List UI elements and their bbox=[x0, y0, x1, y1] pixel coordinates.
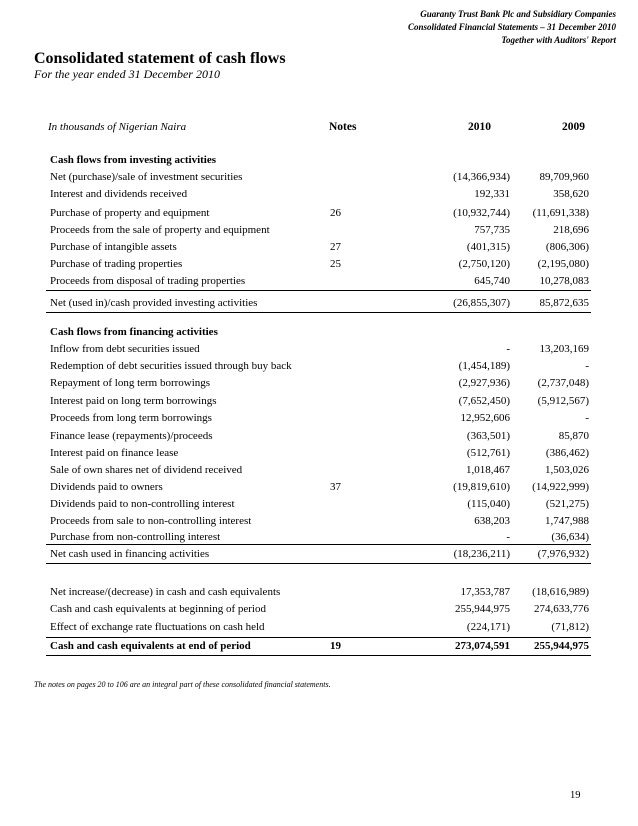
page-number: 19 bbox=[570, 790, 581, 801]
value-2010: (224,171) bbox=[466, 621, 510, 633]
row-label: Proceeds from the sale of property and equipment bbox=[50, 224, 270, 236]
row-label: Repayment of long term borrowings bbox=[50, 377, 211, 389]
rule-below-closing-total bbox=[46, 655, 591, 656]
row-label: Net (purchase)/sale of investment securities bbox=[50, 171, 243, 183]
table-row bbox=[46, 513, 591, 529]
row-label: Net (used in)/cash provided investing activities bbox=[50, 297, 258, 309]
table-row bbox=[46, 445, 591, 461]
value-2010: 638,203 bbox=[474, 515, 510, 527]
table-row bbox=[46, 393, 591, 409]
table-row bbox=[46, 256, 591, 272]
value-2009: 89,709,960 bbox=[539, 171, 589, 183]
value-2010: 192,331 bbox=[474, 188, 510, 200]
row-label: Cash and cash equivalents at beginning of period bbox=[50, 603, 266, 615]
value-2009: (386,462) bbox=[545, 447, 589, 459]
row-label: Purchase from non-controlling interest bbox=[50, 531, 221, 543]
table-row bbox=[46, 601, 591, 617]
header-statements: Consolidated Financial Statements – 31 December 2010 bbox=[407, 22, 616, 32]
row-label: Purchase of property and equipment bbox=[50, 207, 210, 219]
row-label: Dividends paid to owners bbox=[50, 481, 163, 493]
value-2010: (1,454,189) bbox=[458, 360, 510, 372]
value-2010: - bbox=[506, 531, 510, 543]
row-label: Net increase/(decrease) in cash and cash equivalents bbox=[50, 586, 281, 598]
total-row bbox=[46, 546, 591, 562]
table-row bbox=[46, 186, 591, 202]
report-header bbox=[408, 8, 616, 47]
rule-below-financing-total bbox=[46, 563, 591, 564]
row-label: Dividends paid to non-controlling interest bbox=[50, 498, 235, 510]
value-2010: 255,944,975 bbox=[455, 603, 510, 615]
row-label: Purchase of intangible assets bbox=[50, 241, 177, 253]
value-2010: 273,074,591 bbox=[455, 640, 510, 652]
table-row bbox=[46, 358, 591, 374]
row-label: Cash flows from financing activities bbox=[50, 326, 218, 338]
table-row bbox=[46, 205, 591, 221]
year-2009-column-header: 2009 bbox=[562, 121, 585, 133]
value-2009: 85,870 bbox=[558, 430, 589, 442]
value-2010: (18,236,211) bbox=[453, 548, 510, 560]
value-2010: - bbox=[506, 343, 510, 355]
value-2010: 12,952,606 bbox=[460, 412, 510, 424]
value-2009: (5,912,567) bbox=[537, 395, 589, 407]
value-2010: (19,819,610) bbox=[453, 481, 510, 493]
row-label: Cash and cash equivalents at end of period bbox=[50, 640, 251, 652]
value-2010: 17,353,787 bbox=[460, 586, 510, 598]
row-label: Cash flows from investing activities bbox=[50, 154, 217, 166]
rule-above-investing-total bbox=[46, 290, 591, 291]
table-row bbox=[46, 410, 591, 426]
row-label: Sale of own shares net of dividend received bbox=[50, 464, 243, 476]
notes-column-header: Notes bbox=[329, 121, 357, 133]
value-2009: 10,278,083 bbox=[539, 275, 589, 287]
section-heading bbox=[46, 324, 591, 340]
value-2009: 274,633,776 bbox=[534, 603, 589, 615]
value-2009: 358,620 bbox=[553, 188, 589, 200]
value-2010: (363,501) bbox=[466, 430, 510, 442]
value-2009: (36,634) bbox=[551, 531, 589, 543]
value-2009: 255,944,975 bbox=[534, 640, 589, 652]
value-2010: (7,652,450) bbox=[458, 395, 510, 407]
value-2009: - bbox=[585, 412, 589, 424]
value-2010: (2,927,936) bbox=[458, 377, 510, 389]
row-label: Purchase of trading properties bbox=[50, 258, 183, 270]
value-2009: 85,872,635 bbox=[539, 297, 589, 309]
value-2010: (26,855,307) bbox=[453, 297, 510, 309]
row-note: 19 bbox=[330, 640, 341, 652]
page-title: Consolidated statement of cash flows bbox=[34, 50, 286, 67]
row-note: 27 bbox=[330, 241, 341, 253]
value-2009: 13,203,169 bbox=[539, 343, 589, 355]
table-row bbox=[46, 479, 591, 495]
table-row bbox=[46, 169, 591, 185]
total-row bbox=[46, 295, 591, 311]
value-2009: 1,503,026 bbox=[545, 464, 589, 476]
row-label: Interest and dividends received bbox=[50, 188, 188, 200]
value-2009: (521,275) bbox=[545, 498, 589, 510]
value-2010: 757,735 bbox=[474, 224, 510, 236]
header-auditors: Together with Auditors' Report bbox=[501, 35, 616, 45]
value-2009: (2,195,080) bbox=[537, 258, 589, 270]
table-row bbox=[46, 529, 591, 545]
footnote: The notes on pages 20 to 106 are an integral part of these consolidated financial statements. bbox=[34, 680, 331, 689]
row-label: Proceeds from long term borrowings bbox=[50, 412, 212, 424]
value-2009: (71,812) bbox=[551, 621, 589, 633]
row-label: Proceeds from disposal of trading properties bbox=[50, 275, 246, 287]
row-label: Effect of exchange rate fluctuations on cash held bbox=[50, 621, 265, 633]
value-2010: 1,018,467 bbox=[466, 464, 510, 476]
value-2010: (10,932,744) bbox=[453, 207, 510, 219]
table-row bbox=[46, 462, 591, 478]
row-label: Finance lease (repayments)/proceeds bbox=[50, 430, 213, 442]
page-subtitle: For the year ended 31 December 2010 bbox=[34, 67, 220, 81]
currency-units: In thousands of Nigerian Naira bbox=[48, 121, 187, 133]
value-2010: (115,040) bbox=[467, 498, 510, 510]
value-2010: (14,366,934) bbox=[453, 171, 510, 183]
table-row bbox=[46, 375, 591, 391]
value-2009: 218,696 bbox=[553, 224, 589, 236]
total-row bbox=[46, 638, 591, 654]
value-2009: (2,737,048) bbox=[537, 377, 589, 389]
value-2010: (401,315) bbox=[466, 241, 510, 253]
row-note: 26 bbox=[330, 207, 341, 219]
row-label: Proceeds from sale to non-controlling interest bbox=[50, 515, 252, 527]
table-row bbox=[46, 239, 591, 255]
row-label: Net cash used in financing activities bbox=[50, 548, 210, 560]
value-2010: 645,740 bbox=[474, 275, 510, 287]
rule-above-financing-total bbox=[46, 544, 591, 545]
row-label: Redemption of debt securities issued through buy back bbox=[50, 360, 292, 372]
value-2010: (2,750,120) bbox=[458, 258, 510, 270]
rule-above-closing-total bbox=[46, 637, 591, 638]
header-company: Guaranty Trust Bank Plc and Subsidiary Companies bbox=[420, 9, 616, 19]
rule-below-investing-total bbox=[46, 312, 591, 313]
table-row bbox=[46, 273, 591, 289]
section-heading bbox=[46, 152, 591, 168]
value-2010: (512,761) bbox=[466, 447, 510, 459]
row-label: Interest paid on finance lease bbox=[50, 447, 179, 459]
value-2009: (14,922,999) bbox=[532, 481, 589, 493]
row-label: Inflow from debt securities issued bbox=[50, 343, 200, 355]
value-2009: - bbox=[585, 360, 589, 372]
value-2009: (7,976,932) bbox=[537, 548, 589, 560]
table-row bbox=[46, 341, 591, 357]
row-label: Interest paid on long term borrowings bbox=[50, 395, 217, 407]
value-2009: (18,616,989) bbox=[532, 586, 589, 598]
table-row bbox=[46, 496, 591, 512]
value-2009: 1,747,988 bbox=[545, 515, 589, 527]
table-row bbox=[46, 619, 591, 635]
table-row bbox=[46, 428, 591, 444]
value-2009: (806,306) bbox=[545, 241, 589, 253]
year-2010-column-header: 2010 bbox=[468, 121, 491, 133]
value-2009: (11,691,338) bbox=[532, 207, 589, 219]
row-note: 25 bbox=[330, 258, 341, 270]
table-row bbox=[46, 222, 591, 238]
table-row bbox=[46, 584, 591, 600]
row-note: 37 bbox=[330, 481, 341, 493]
